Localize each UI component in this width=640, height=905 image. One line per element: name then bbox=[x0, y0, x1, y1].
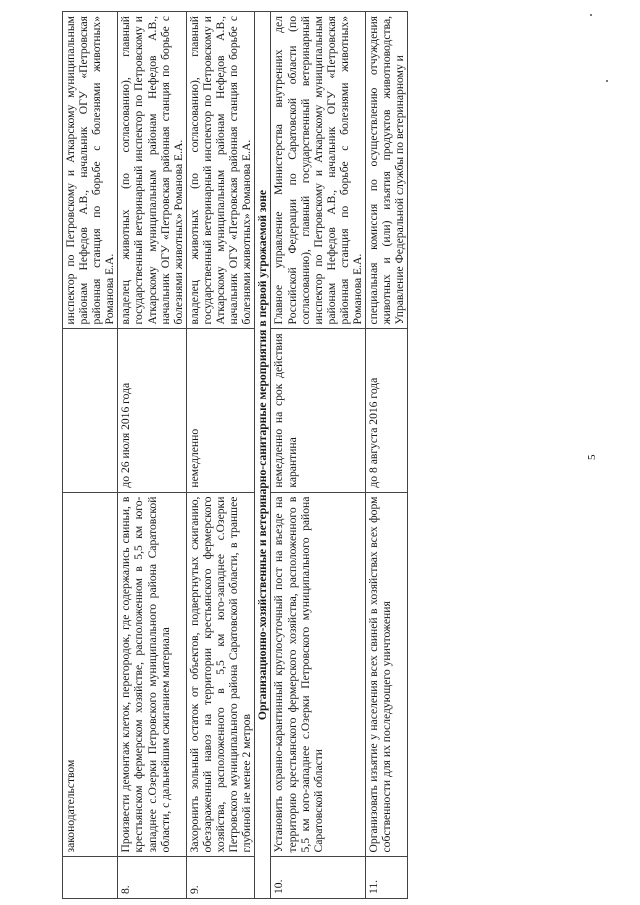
row-number bbox=[63, 857, 118, 899]
row-term: немедленно на срок действия карантина bbox=[271, 329, 366, 492]
row-action: Произвести демонтаж клеток, перегородок, где содержались свиньи, в крестьянском фермерском хозяйстве, расположенном в 5,5 км юго-западнее с.Озерки Петровского муниципального района Саратовской области, с дальнейшим сжиганием материала bbox=[118, 492, 186, 857]
section-header-row bbox=[255, 12, 271, 899]
row-term: до 26 июля 2016 года bbox=[118, 329, 186, 492]
row-number: 8. bbox=[118, 857, 186, 899]
table-row bbox=[118, 12, 186, 899]
measures-table bbox=[62, 11, 408, 899]
row-responsible: владелец животных (по согласованию), главный государственный ветеринарный инспектор по Петровскому и Аткарскому муниципальным районам Нефедов А.В., начальник ОГУ «Петровская районная станция по борьбе с болезнями животных» Романова Е.А. bbox=[186, 12, 254, 329]
table-row bbox=[186, 12, 254, 899]
table-row bbox=[271, 12, 366, 899]
row-action: Захоронить зольный остаток от объектов, подвергнутых сжиганию, обеззараженный навоз на территории крестьянского фермерского хозяйства, расположенного в 5,5 км юго-западнее с.Озерки Петровского муниципального района Саратовской области, в траншее глубиной не менее 2 метров bbox=[186, 492, 254, 857]
row-action: Установить охранно-карантинный круглосуточный пост на въезде на территорию крестьянского фермерского хозяйства, расположенного в 5,5 км юго-западнее с.Озерки Петровского муниципального района Саратовской области bbox=[271, 492, 366, 857]
table-row bbox=[63, 12, 118, 899]
section-title: Организационно-хозяйственные и ветеринарно-санитарные мероприятия в первой угрожаемой зоне bbox=[255, 12, 271, 899]
row-term: до 8 августа 2016 года bbox=[366, 329, 408, 492]
row-responsible: Главное управление Министерства внутренних дел Российской Федерации по Саратовской области (по согласованию), главный государственный ветеринарный инспектор по Петровскому и Аткарскому муниципальным районам Нефедов А.В., начальник ОГУ «Петровская районная станция по борьбе с болезнями животных» Романова Е.А. bbox=[271, 12, 366, 329]
page-number: 5 bbox=[586, 454, 598, 460]
row-term: немедленно bbox=[186, 329, 254, 492]
row-action: законодательством bbox=[63, 492, 118, 857]
row-responsible: владелец животных (по согласованию), главный государственный ветеринарный инспектор по Петровскому и Аткарскому муниципальным районам Нефедов А.В., начальник ОГУ «Петровская районная станция по борьбе с болезнями животных» Романова Е.А. bbox=[118, 12, 186, 329]
row-action: Организовать изъятие у населения всех свиней в хозяйствах всех форм собственности для их последующего уничтожения bbox=[366, 492, 408, 857]
row-number: 11. bbox=[366, 857, 408, 899]
row-responsible: инспектор по Петровскому и Аткарскому муниципальным районам Нефедов А.В., начальник ОГУ «Петровская районная станция по борьбе с болезнями животных» Романова Е.А. bbox=[63, 12, 118, 329]
row-term bbox=[63, 329, 118, 492]
table-row bbox=[366, 12, 408, 899]
row-number: 9. bbox=[186, 857, 254, 899]
row-number: 10. bbox=[271, 857, 366, 899]
row-responsible: специальная комиссия по осуществлению отчуждения животных и (или) изъятия продуктов животноводства, Управление Федеральной службы по ветеринарному и bbox=[366, 12, 408, 329]
